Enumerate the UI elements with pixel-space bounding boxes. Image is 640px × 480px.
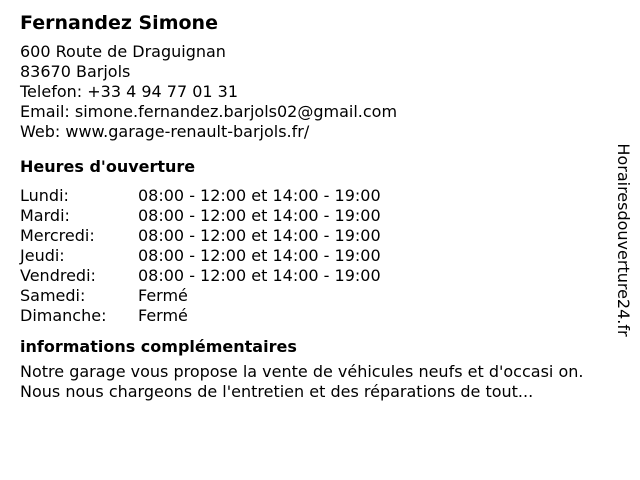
day-hours: 08:00 - 12:00 et 14:00 - 19:00 (138, 186, 381, 205)
hours-row-thursday (20, 246, 610, 266)
hours-row-monday (20, 186, 610, 206)
day-label: Jeudi: (20, 246, 65, 265)
day-label: Samedi: (20, 286, 86, 305)
hours-row-tuesday (20, 206, 610, 226)
day-label: Mardi: (20, 206, 70, 225)
email-line: Email: simone.fernandez.barjols02@gmail.com (20, 102, 398, 121)
hours-row-saturday (20, 286, 610, 306)
day-hours: 08:00 - 12:00 et 14:00 - 19:00 (138, 266, 381, 285)
web-line: Web: www.garage-renault-barjols.fr/ (20, 122, 310, 141)
business-card (20, 10, 610, 402)
address-line-2: 83670 Barjols (20, 62, 131, 81)
day-hours: 08:00 - 12:00 et 14:00 - 19:00 (138, 246, 381, 265)
day-label: Lundi: (20, 186, 69, 205)
day-hours: 08:00 - 12:00 et 14:00 - 19:00 (138, 206, 381, 225)
hours-table (20, 186, 610, 326)
day-hours: 08:00 - 12:00 et 14:00 - 19:00 (138, 226, 381, 245)
hours-row-friday (20, 266, 610, 286)
info-description: Notre garage vous propose la vente de véhicules neufs et d'occasi on. Nous nous chargeons de l'entretien et des réparations de tout... (20, 362, 584, 401)
site-watermark: Horairesdouverture24.fr (614, 143, 633, 337)
hours-title: Heures d'ouverture (20, 157, 196, 176)
day-label: Vendredi: (20, 266, 96, 285)
day-hours: Fermé (138, 286, 188, 305)
phone-line: Telefon: +33 4 94 77 01 31 (20, 82, 239, 101)
day-label: Dimanche: (20, 306, 107, 325)
info-title: informations complémentaires (20, 337, 297, 356)
day-hours: Fermé (138, 306, 188, 325)
day-label: Mercredi: (20, 226, 95, 245)
hours-row-wednesday (20, 226, 610, 246)
hours-row-sunday (20, 306, 610, 326)
business-name: Fernandez Simone (20, 12, 218, 34)
address-line-1: 600 Route de Draguignan (20, 42, 226, 61)
